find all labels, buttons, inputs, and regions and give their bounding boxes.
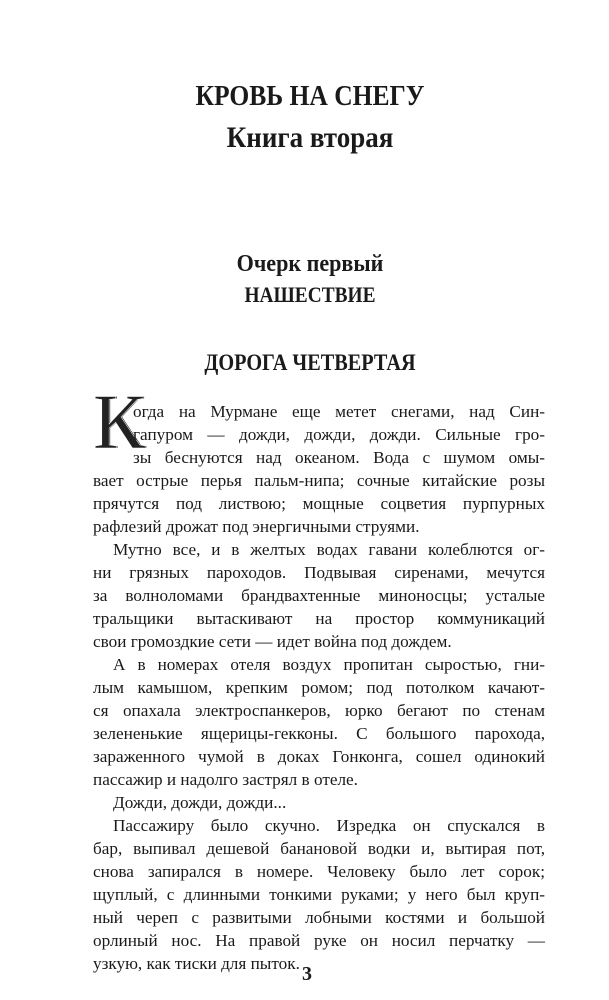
text-line: Пассажиру было скучно. Изредка он спускался в	[113, 816, 545, 835]
text-line: Мутно все, и в желтых водах гавани колеблются ог-	[113, 540, 545, 559]
text-line: тральщики вытаскивают на простор коммуникаций	[93, 609, 545, 628]
page-number: 3	[302, 963, 312, 985]
text-line: Дожди, дожди, дожди...	[113, 793, 287, 812]
section-title: НАШЕСТВИЕ	[244, 282, 376, 307]
book-title: КРОВЬ НА СНЕГУ	[195, 80, 425, 112]
text-line: рафлезий дрожат под энергичными струями.	[93, 517, 420, 536]
chapter-heading: ДОРОГА ЧЕТВЕРТАЯ	[204, 350, 416, 375]
book-subtitle: Книга вторая	[226, 121, 394, 154]
text-line: бар, выпивал дешевой банановой водки и, вытирая пот,	[93, 839, 545, 858]
text-line: орлиный нос. На правой руке он носил перчатку —	[93, 931, 545, 950]
text-line: ся опахала электроспанкеров, юрко бегают по стенам	[93, 701, 545, 720]
text-line: снова запирался в номере. Человеку было лет сорок;	[93, 862, 545, 881]
text-line: зы беснуются над океаном. Вода с шумом омы-	[133, 448, 545, 467]
text-line: свои громоздкие сети — идет война под дождем.	[93, 632, 452, 651]
text-line: вает острые перья пальм-нипа; сочные китайские розы	[93, 471, 545, 490]
text-line: прячутся под листвою; мощные соцветия пурпурных	[93, 494, 545, 513]
text-line: щуплый, с длинными тонкими руками; у него был круп-	[93, 885, 545, 904]
text-line: узкую, как тиски для пыток.	[93, 954, 300, 973]
text-line: зелененькие ящерицы-гекконы. С большого парохода,	[93, 724, 545, 743]
text-line: ни грязных пароходов. Подвывая сиренами, мечутся	[93, 563, 545, 582]
text-line: за волноломами брандвахтенные миноносцы; усталые	[93, 586, 545, 605]
section-heading: Очерк первый	[236, 251, 384, 277]
body-text	[93, 400, 545, 975]
drop-cap: К	[93, 378, 146, 465]
text-line: гапуром — дожди, дожди, дожди. Сильные гро-	[133, 425, 545, 444]
text-line: ный череп с развитыми лобными костями и большой	[93, 908, 545, 927]
text-line: А в номерах отеля воздух пропитан сыростью, гни-	[113, 655, 545, 674]
text-line: пассажир и надолго застрял в отеле.	[93, 770, 358, 789]
text-line: лым камышом, крепким ромом; под потолком качают-	[93, 678, 545, 697]
text-line: зараженного чумой в доках Гонконга, сошел одинокий	[93, 747, 545, 766]
text-line: огда на Мурмане еще метет снегами, над Син-	[133, 402, 545, 421]
